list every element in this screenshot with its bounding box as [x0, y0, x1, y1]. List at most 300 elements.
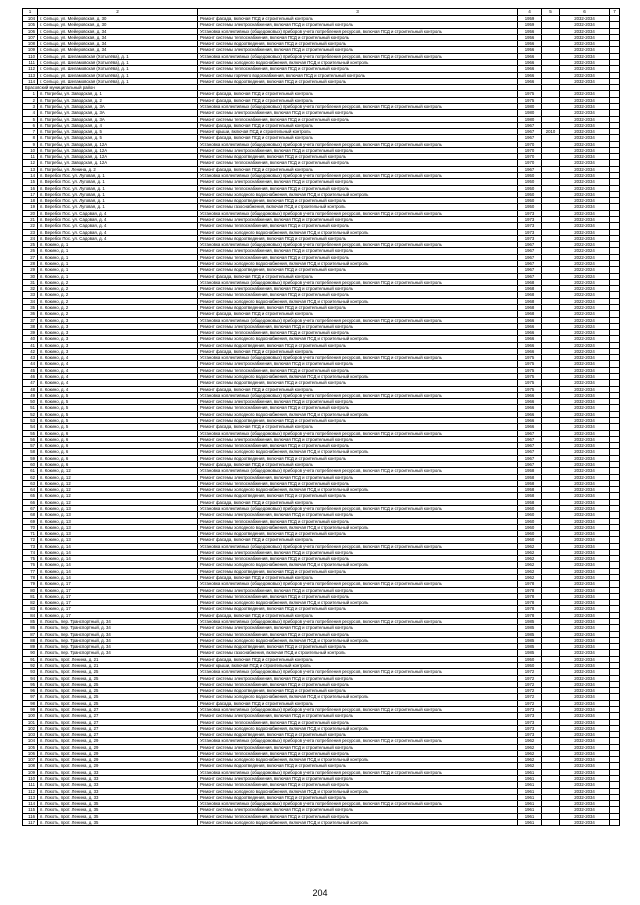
year-built-cell: 1966: [518, 424, 542, 430]
row-number: 8: [23, 135, 38, 141]
row-number: 18: [23, 198, 38, 204]
row-number: 82: [23, 600, 38, 606]
work-type-cell: Ремонт системы водоотведения, включая ПСД и строительный контроль: [198, 688, 518, 694]
year-built-cell: 1980: [518, 116, 542, 122]
row-number: 54: [23, 424, 38, 430]
work-type-cell: Ремонт системы холодного водоснабжения, включая ПСД и строительный контроль: [198, 694, 518, 700]
year-built-cell: 1950: [518, 185, 542, 191]
row-number: 80: [23, 587, 38, 593]
planned-period-cell: 2032-2034: [560, 223, 610, 229]
address-cell: п. Локоть, прот. Ленина, д. 35: [38, 807, 198, 813]
work-type-cell: Ремонт фасада, включая ПСД и строительный контроль: [198, 348, 518, 354]
work-type-cell: Ремонт системы теплоснабжения, включая ПСД и строительный контроль: [198, 518, 518, 524]
planned-period-cell: 2032-2034: [560, 461, 610, 467]
work-type-cell: Ремонт системы электроснабжения, включая ПСД и строительный контроль: [198, 587, 518, 593]
work-type-cell: Ремонт системы водоотведения, включая ПСД и строительный контроль: [198, 531, 518, 537]
planned-period-cell: 2032-2034: [560, 122, 610, 128]
work-type-cell: Ремонт системы теплоснабжения, включая ПСД и строительный контроль: [198, 681, 518, 687]
address-cell: п. Кокино, д. 3: [38, 348, 198, 354]
work-type-cell: Ремонт системы теплоснабжения, включая ПСД и строительный контроль: [198, 782, 518, 788]
year-built-cell: 1972: [518, 694, 542, 700]
planned-period-cell: 2032-2034: [560, 480, 610, 486]
year-built-cell: 1978: [518, 581, 542, 587]
year-built-cell: 1950: [518, 173, 542, 179]
planned-period-cell: 2032-2034: [560, 135, 610, 141]
planned-period-cell: 2032-2034: [560, 757, 610, 763]
address-cell: п. Локоть, прот. Ленина, д. 25: [38, 694, 198, 700]
work-type-cell: Ремонт системы водоотведения, включая ПСД и строительный контроль: [198, 644, 518, 650]
row-number: 109: [23, 769, 38, 775]
year-built-cell: 1962: [518, 744, 542, 750]
work-type-cell: Ремонт системы холодного водоснабжения, включая ПСД и строительный контроль: [198, 788, 518, 794]
planned-period-cell: 2032-2034: [560, 662, 610, 668]
work-type-cell: Ремонт системы теплоснабжения, включая ПСД и строительный контроль: [198, 631, 518, 637]
row-number: 71: [23, 531, 38, 537]
planned-period-cell: 2022-2024: [560, 286, 610, 292]
row-number: 117: [23, 820, 38, 826]
address-cell: п. Кокино, д. 13: [38, 512, 198, 518]
work-type-cell: Ремонт фасада, включая ПСД и строительный контроль: [198, 386, 518, 392]
address-cell: п. Кокино, д. 3: [38, 323, 198, 329]
row-number: 56: [23, 436, 38, 442]
work-type-cell: Установка коллективных (общедомовых) приборов учета потребления ресурсов, включая ПСД и строительный контроль: [198, 392, 518, 398]
year-built-cell: 1950: [518, 191, 542, 197]
planned-period-cell: 2022-2024: [560, 254, 610, 260]
work-type-cell: Установка коллективных (общедомовых) приборов учета потребления ресурсов, включая ПСД и строительный контроль: [198, 430, 518, 436]
year-built-cell: 1961: [518, 794, 542, 800]
planned-period-cell: 2032-2034: [560, 424, 610, 430]
row-number: 33: [23, 292, 38, 298]
row-number: 110: [23, 53, 38, 59]
year-built-cell: 1959: [518, 22, 542, 28]
row-number: 111: [23, 782, 38, 788]
address-cell: п. Локоть, пер. Транспортный, д. 34: [38, 619, 198, 625]
year-built-cell: 1966: [518, 411, 542, 417]
address-cell: п. Веребск Пос. ул. Луговая, д. 1: [38, 173, 198, 179]
row-number: 61: [23, 468, 38, 474]
work-type-cell: Ремонт системы водоотведения, включая ПСД и строительный контроль: [198, 794, 518, 800]
address-cell: п. Кокино, д. 1: [38, 260, 198, 266]
year-built-cell: 1967: [518, 430, 542, 436]
address-cell: п. Кокино, д. 17: [38, 593, 198, 599]
year-built-cell: 1960: [518, 505, 542, 511]
row-number: 81: [23, 593, 38, 599]
year-built-cell: 1966: [518, 317, 542, 323]
planned-period-cell: 2032-2034: [560, 418, 610, 424]
year-built-cell: 1962: [518, 562, 542, 568]
year-built-cell: 1961: [518, 776, 542, 782]
work-type-cell: Ремонт системы теплоснабжения, включая ПСД и строительный контроль: [198, 480, 518, 486]
planned-period-cell: 2022-2024: [560, 311, 610, 317]
year-repair-cell: 2010: [542, 129, 560, 135]
planned-period-cell: 2022-2024: [560, 317, 610, 323]
work-type-cell: Установка коллективных (общедомовых) приборов учета потребления ресурсов, включая ПСД и строительный контроль: [198, 279, 518, 285]
address-cell: п. Кокино, д. 17: [38, 581, 198, 587]
address-cell: г. Сельцо, ул. Шеламовская (Хотылёва), д. 1: [38, 78, 198, 84]
row-number: 10: [23, 147, 38, 153]
planned-period-cell: 2032-2034: [560, 750, 610, 756]
address-cell: п. Кокино, д. 13: [38, 518, 198, 524]
year-built-cell: 1967: [518, 267, 542, 273]
address-cell: п. Веребск Пос. ул. Луговая, д. 1: [38, 204, 198, 210]
row-number: 41: [23, 342, 38, 348]
row-number: 83: [23, 606, 38, 612]
address-cell: г. Сельцо, ул. Мейеровская, д. 34: [38, 47, 198, 53]
address-cell: п. Локоть, пер. Транспортный, д. 34: [38, 625, 198, 631]
planned-period-cell: 2032-2034: [560, 355, 610, 361]
address-cell: п. Локоть, пер. Транспортный, д. 34: [38, 631, 198, 637]
year-built-cell: 1978: [518, 593, 542, 599]
work-type-cell: Ремонт системы холодного водоснабжения, включая ПСД и строительный контроль: [198, 336, 518, 342]
work-type-cell: Ремонт крыши, включая ПСД и строительный контроль: [198, 129, 518, 135]
work-type-cell: Ремонт фасада, включая ПСД и строительный контроль: [198, 700, 518, 706]
row-number: 67: [23, 505, 38, 511]
address-cell: п. Погребы, ул. Заводская, д. 3А: [38, 103, 198, 109]
year-built-cell: 1973: [518, 210, 542, 216]
planned-period-cell: 2032-2034: [560, 22, 610, 28]
work-type-cell: Установка коллективных (общедомовых) приборов учета потребления ресурсов, включая ПСД и строительный контроль: [198, 103, 518, 109]
address-cell: п. Веребск Пос. ул. Садовая, д. 4: [38, 210, 198, 216]
planned-period-cell: 2032-2034: [560, 91, 610, 97]
year-built-cell: 1962: [518, 568, 542, 574]
row-number: 108: [23, 41, 38, 47]
address-cell: п. Локоть, прот. Ленина, д. 25: [38, 688, 198, 694]
row-number: 111: [23, 59, 38, 65]
work-type-cell: Ремонт фасада, включая ПСД и строительный контроль: [198, 311, 518, 317]
work-type-cell: Ремонт фасада, включая ПСД и строительный контроль: [198, 424, 518, 430]
planned-period-cell: 2022-2024: [560, 267, 610, 273]
address-cell: п. Кокино, д. 6: [38, 443, 198, 449]
address-cell: г. Сельцо, ул. Мейеровская, д. 30: [38, 16, 198, 22]
planned-period-cell: 2032-2034: [560, 719, 610, 725]
address-cell: п. Веребск Пос. ул. Луговая, д. 1: [38, 185, 198, 191]
year-built-cell: 1956: [518, 47, 542, 53]
row-number: 100: [23, 713, 38, 719]
year-built-cell: 1972: [518, 669, 542, 675]
row-number: 79: [23, 581, 38, 587]
year-built-cell: 1961: [518, 813, 542, 819]
work-type-cell: Ремонт системы теплоснабжения, включая ПСД и строительный контроль: [198, 367, 518, 373]
year-built-cell: 1956: [518, 34, 542, 40]
year-built-cell: 1985: [518, 619, 542, 625]
row-number: 103: [23, 732, 38, 738]
row-number: 29: [23, 267, 38, 273]
address-cell: п. Кокино, д. 5: [38, 399, 198, 405]
address-cell: п. Кокино, д. 12: [38, 493, 198, 499]
row-number: 12: [23, 160, 38, 166]
work-type-cell: Установка коллективных (общедомовых) приборов учета потребления ресурсов, включая ПСД и строительный контроль: [198, 28, 518, 34]
address-cell: п. Локоть, прот. Ленина, д. 27: [38, 706, 198, 712]
planned-period-cell: 2032-2034: [560, 505, 610, 511]
planned-period-cell: 2032-2034: [560, 794, 610, 800]
year-built-cell: 1973: [518, 223, 542, 229]
address-cell: г. Сельцо, ул. Шеламовская (Хотылёва), д. 1: [38, 66, 198, 72]
planned-period-cell: 2022-2024: [560, 348, 610, 354]
year-built-cell: 1973: [518, 732, 542, 738]
work-type-cell: Ремонт фасада, включая ПСД и строительный контроль: [198, 97, 518, 103]
planned-period-cell: 2032-2034: [560, 78, 610, 84]
row-number: 87: [23, 631, 38, 637]
header-cell: 1: [23, 9, 38, 16]
work-type-cell: Ремонт системы горячего водоснабжения, включая ПСД и строительный контроль: [198, 72, 518, 78]
year-built-cell: 1956: [518, 28, 542, 34]
page-number: 204: [312, 888, 328, 898]
work-type-cell: Установка коллективных (общедомовых) приборов учета потребления ресурсов, включая ПСД и строительный контроль: [198, 543, 518, 549]
planned-period-cell: 2022-2024: [560, 273, 610, 279]
row-number: 102: [23, 725, 38, 731]
year-built-cell: 1967: [518, 242, 542, 248]
row-number: 51: [23, 405, 38, 411]
planned-period-cell: 2032-2034: [560, 644, 610, 650]
address-cell: п. Кокино, д. 3: [38, 336, 198, 342]
planned-period-cell: 2022-2024: [560, 336, 610, 342]
work-type-cell: Ремонт крыши, включая ПСД и строительный контроль: [198, 662, 518, 668]
row-number: 112: [23, 788, 38, 794]
year-built-cell: 1961: [518, 782, 542, 788]
row-number: 105: [23, 22, 38, 28]
planned-period-cell: 2032-2034: [560, 449, 610, 455]
year-built-cell: 1972: [518, 688, 542, 694]
planned-period-cell: 2032-2034: [560, 229, 610, 235]
work-type-cell: Ремонт фасада, включая ПСД и строительный контроль: [198, 135, 518, 141]
row-number: 45: [23, 367, 38, 373]
planned-period-cell: 2022-2024: [560, 342, 610, 348]
row-number: 99: [23, 706, 38, 712]
year-built-cell: 1950: [518, 662, 542, 668]
year-built-cell: 1973: [518, 217, 542, 223]
work-type-cell: Ремонт системы холодного водоснабжения, включая ПСД и строительный контроль: [198, 298, 518, 304]
work-type-cell: Установка коллективных (общедомовых) приборов учета потребления ресурсов, включая ПСД и строительный контроль: [198, 242, 518, 248]
address-cell: п. Локоть, прот. Ленина, д. 29: [38, 757, 198, 763]
year-built-cell: 1960: [518, 537, 542, 543]
planned-period-cell: 2032-2034: [560, 185, 610, 191]
work-type-cell: Ремонт системы электроснабжения, включая ПСД и строительный контроль: [198, 248, 518, 254]
year-built-cell: 1980: [518, 110, 542, 116]
planned-period-cell: 2032-2034: [560, 518, 610, 524]
planned-period-cell: 2032-2034: [560, 600, 610, 606]
planned-period-cell: 2032-2034: [560, 411, 610, 417]
address-cell: п. Кокино, д. 12: [38, 474, 198, 480]
planned-period-cell: 2032-2034: [560, 694, 610, 700]
address-cell: п. Веребск Пос. ул. Луговая, д. 1: [38, 179, 198, 185]
row-number: 5: [23, 116, 38, 122]
row-number: 27: [23, 254, 38, 260]
year-built-cell: 1975: [518, 355, 542, 361]
work-type-cell: Ремонт системы теплоснабжения, включая ПСД и строительный контроль: [198, 116, 518, 122]
planned-period-cell: 2032-2034: [560, 399, 610, 405]
work-type-cell: Ремонт системы водоотведения, включая ПСД и строительный контроль: [198, 380, 518, 386]
work-type-cell: Ремонт системы теплоснабжения, включая ПСД и строительный контроль: [198, 254, 518, 260]
row-number: 88: [23, 637, 38, 643]
year-built-cell: 1966: [518, 418, 542, 424]
row-number: 22: [23, 223, 38, 229]
planned-period-cell: 2022-2024: [560, 260, 610, 266]
row-number: 114: [23, 801, 38, 807]
year-built-cell: 1975: [518, 374, 542, 380]
year-built-cell: 1967: [518, 443, 542, 449]
work-type-cell: Установка коллективных (общедомовых) приборов учета потребления ресурсов, включая ПСД и строительный контроль: [198, 53, 518, 59]
header-cell: 3: [198, 9, 518, 16]
work-type-cell: Ремонт системы водоотведения, включая ПСД и строительный контроль: [198, 198, 518, 204]
year-built-cell: 1972: [518, 700, 542, 706]
work-type-cell: Ремонт фасада, включая ПСД и строительный контроль: [198, 575, 518, 581]
planned-period-cell: 2032-2034: [560, 669, 610, 675]
planned-period-cell: 2032-2034: [560, 524, 610, 530]
address-cell: п. Кокино, д. 13: [38, 537, 198, 543]
year-built-cell: 1967: [518, 273, 542, 279]
year-built-cell: 1950: [518, 198, 542, 204]
row-number: 106: [23, 28, 38, 34]
year-built-cell: 1966: [518, 405, 542, 411]
row-number: 91: [23, 656, 38, 662]
planned-period-cell: 2022-2024: [560, 248, 610, 254]
work-type-cell: Ремонт фасада, включая ПСД и строительный контроль: [198, 537, 518, 543]
year-repair-cell: [542, 820, 560, 826]
address-cell: п. Кокино, д. 6: [38, 436, 198, 442]
row-number: 1: [23, 91, 38, 97]
year-built-cell: 1973: [518, 706, 542, 712]
work-type-cell: Ремонт системы электроснабжения, включая ПСД и строительный контроль: [198, 217, 518, 223]
work-type-cell: Установка коллективных (общедомовых) приборов учета потребления ресурсов, включая ПСД и строительный контроль: [198, 355, 518, 361]
planned-period-cell: 2032-2034: [560, 160, 610, 166]
planned-period-cell: 2022-2024: [560, 292, 610, 298]
year-built-cell: 1958: [518, 468, 542, 474]
planned-period-cell: 2032-2034: [560, 681, 610, 687]
work-type-cell: Установка коллективных (общедомовых) приборов учета потребления ресурсов, включая ПСД и строительный контроль: [198, 505, 518, 511]
address-cell: п. Кокино, д. 12: [38, 487, 198, 493]
address-cell: п. Локоть, пер. Транспортный, д. 34: [38, 644, 198, 650]
year-built-cell: 1962: [518, 738, 542, 744]
address-cell: п. Кокино, д. 5: [38, 424, 198, 430]
address-cell: г. Сельцо, ул. Мейеровская, д. 34: [38, 34, 198, 40]
planned-period-cell: 2032-2034: [560, 568, 610, 574]
planned-period-cell: 2032-2034: [560, 656, 610, 662]
work-type-cell: Ремонт системы газоснабжения, включая ПСД и строительный контроль: [198, 650, 518, 656]
address-cell: п. Кокино, д. 3: [38, 342, 198, 348]
planned-period-cell: 2032-2034: [560, 744, 610, 750]
row-number: 16: [23, 185, 38, 191]
planned-period-cell: 2032-2034: [560, 637, 610, 643]
row-number: 94: [23, 675, 38, 681]
address-cell: п. Кокино, д. 17: [38, 600, 198, 606]
planned-period-cell: 2032-2034: [560, 147, 610, 153]
address-cell: п. Кокино, д. 6: [38, 461, 198, 467]
header-cell: 7: [610, 9, 620, 16]
planned-period-cell: 2032-2034: [560, 556, 610, 562]
planned-period-cell: 2022-2024: [560, 330, 610, 336]
row-number: 28: [23, 260, 38, 266]
work-type-cell: Ремонт системы электроснабжения, включая ПСД и строительный контроль: [198, 807, 518, 813]
planned-period-cell: 2032-2034: [560, 110, 610, 116]
work-type-cell: Ремонт системы теплоснабжения, включая ПСД и строительный контроль: [198, 160, 518, 166]
year-built-cell: 1967: [518, 449, 542, 455]
address-cell: п. Локоть, прот. Ленина, д. 25: [38, 669, 198, 675]
row-number: 76: [23, 562, 38, 568]
work-type-cell: Ремонт системы электроснабжения, включая ПСД и строительный контроль: [198, 474, 518, 480]
planned-period-cell: 2032-2034: [560, 619, 610, 625]
planned-period-cell: 2032-2034: [560, 361, 610, 367]
work-type-cell: Ремонт системы холодного водоснабжения, включая ПСД и строительный контроль: [198, 374, 518, 380]
year-built-cell: 1966: [518, 399, 542, 405]
address-cell: п. Веребск Пос. ул. Садовая, д. 4: [38, 235, 198, 241]
planned-period-cell: 2032-2034: [560, 198, 610, 204]
work-type-cell: Ремонт системы теплоснабжения, включая ПСД и строительный контроль: [198, 185, 518, 191]
row-number: 43: [23, 355, 38, 361]
row-number: 85: [23, 619, 38, 625]
address-cell: п. Кокино, д. 2: [38, 286, 198, 292]
planned-period-cell: 2032-2034: [560, 801, 610, 807]
year-built-cell: 1985: [518, 650, 542, 656]
work-type-cell: Ремонт системы теплоснабжения, включая ПСД и строительный контроль: [198, 443, 518, 449]
year-built-cell: 1956: [518, 41, 542, 47]
year-built-cell: 1966: [518, 323, 542, 329]
address-cell: п. Погребы, ул. Заводская, д. 4: [38, 122, 198, 128]
year-built-cell: 1962: [518, 556, 542, 562]
header-row: [23, 9, 620, 16]
year-built-cell: 1967: [518, 461, 542, 467]
work-type-cell: Ремонт системы электроснабжения, включая ПСД и строительный контроль: [198, 675, 518, 681]
work-type-cell: Ремонт системы электроснабжения, включая ПСД и строительный контроль: [198, 744, 518, 750]
year-built-cell: 1958: [518, 487, 542, 493]
address-cell: п. Локоть, прот. Ленина, д. 33: [38, 769, 198, 775]
row-number: 101: [23, 719, 38, 725]
planned-period-cell: 2032-2034: [560, 763, 610, 769]
row-number: 21: [23, 217, 38, 223]
year-built-cell: 1973: [518, 713, 542, 719]
year-built-cell: 1960: [518, 531, 542, 537]
planned-period-cell: 2032-2034: [560, 700, 610, 706]
row-number: 32: [23, 286, 38, 292]
planned-period-cell: 2022-2024: [560, 279, 610, 285]
planned-period-cell: 2032-2034: [560, 512, 610, 518]
row-number: 114: [23, 78, 38, 84]
row-number: 73: [23, 543, 38, 549]
work-type-cell: Ремонт системы холодного водоснабжения, включая ПСД и строительный контроль: [198, 820, 518, 826]
year-built-cell: 1961: [518, 820, 542, 826]
work-type-cell: Ремонт системы водоотведения, включая ПСД и строительный контроль: [198, 342, 518, 348]
address-cell: п. Кокино, д. 2: [38, 311, 198, 317]
year-built-cell: 1972: [518, 675, 542, 681]
year-built-cell: 1967: [518, 122, 542, 128]
row-number: 40: [23, 336, 38, 342]
row-number: 53: [23, 418, 38, 424]
row-number: 48: [23, 386, 38, 392]
row-number: 109: [23, 47, 38, 53]
year-built-cell: 1985: [518, 644, 542, 650]
address-cell: п. Веребск Пос. ул. Садовая, д. 4: [38, 217, 198, 223]
row-number: 107: [23, 34, 38, 40]
work-type-cell: Ремонт фасада, включая ПСД и строительный контроль: [198, 91, 518, 97]
row-number: 6: [23, 122, 38, 128]
work-type-cell: Ремонт фасада, включая ПСД и строительный контроль: [198, 612, 518, 618]
work-type-cell: Ремонт системы электроснабжения, включая ПСД и строительный контроль: [198, 713, 518, 719]
planned-period-cell: 2032-2034: [560, 235, 610, 241]
address-cell: п. Кокино, д. 14: [38, 549, 198, 555]
year-built-cell: 1958: [518, 480, 542, 486]
row-number: 86: [23, 625, 38, 631]
row-number: 72: [23, 537, 38, 543]
address-cell: п. Кокино, д. 2: [38, 279, 198, 285]
work-type-cell: Ремонт системы холодного водоснабжения, включая ПСД и строительный контроль: [198, 562, 518, 568]
work-type-cell: Ремонт системы холодного водоснабжения, включая ПСД и строительный контроль: [198, 449, 518, 455]
planned-period-cell: 2032-2034: [560, 129, 610, 135]
address-cell: п. Локоть, прот. Ленина, д. 29: [38, 763, 198, 769]
row-number: 24: [23, 235, 38, 241]
address-cell: п. Погребы, ул. Заводская, д. 1: [38, 91, 198, 97]
year-built-cell: 1966: [518, 53, 542, 59]
row-number: 23: [23, 229, 38, 235]
planned-period-cell: 2022-2024: [560, 242, 610, 248]
